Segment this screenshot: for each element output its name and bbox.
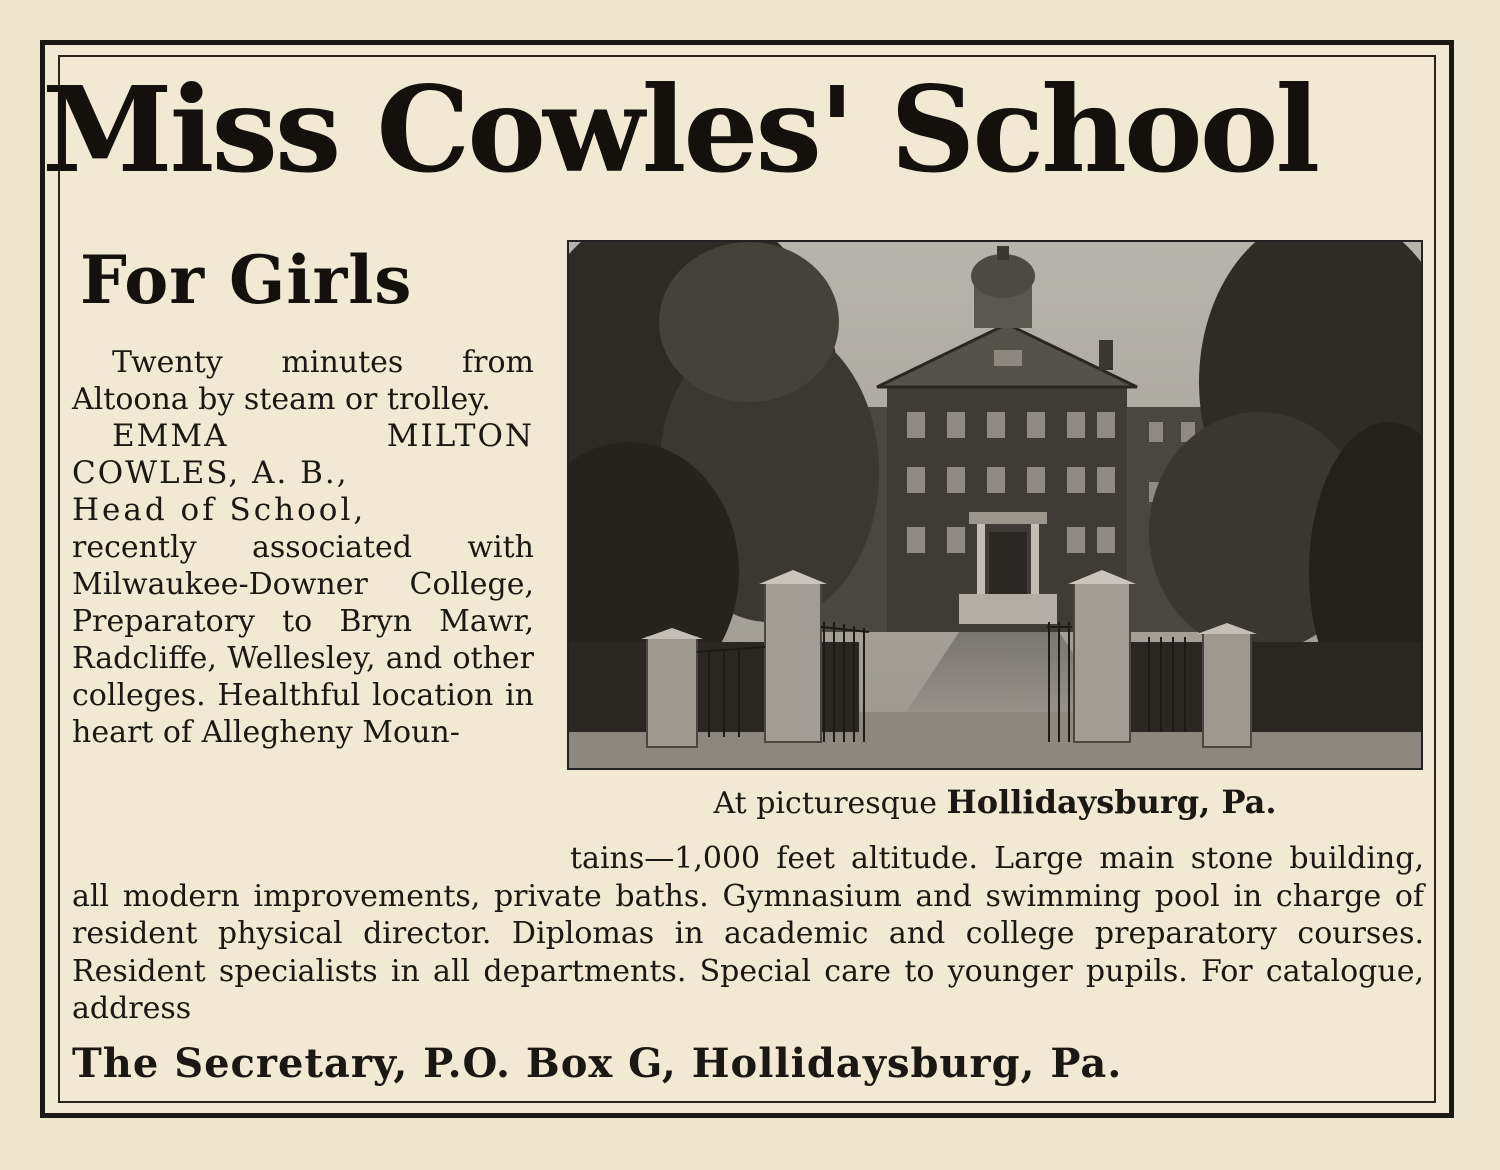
caption-place: Hollidaysburg, Pa. [946, 783, 1277, 821]
body-paragraph: tains—1,000 feet altitude. Large main stone building, all modern improvements, private baths. Gymnasium and swimming pool in charge of resident physical director. Diplomas in academic and college preparatory courses. Resident specialists in all departments. Special care to younger pupils. For catalogue, address [72, 841, 1424, 1026]
school-building-illustration [569, 242, 1421, 768]
ad-title: Miss Cowles' School [42, 60, 1318, 199]
school-building-photo [567, 240, 1423, 770]
head-of-school-title: Head of School, [72, 492, 367, 528]
photo-caption [570, 780, 1420, 826]
caption-prefix: At picturesque [713, 786, 937, 821]
head-of-school-name: EMMA MILTON COWLES, A. B., [72, 418, 534, 491]
intro-text: Twenty minutes from Altoona by steam or trolley. [72, 345, 534, 417]
left-column-description: recently associated with Milwaukee-Downer College, Preparatory to Bryn Mawr, Radcliffe, Wellesley, and other colleges. Healthful location in heart of Allegheny Moun- [72, 530, 534, 750]
contact-address: The Secretary, P.O. Box G, Hollidaysburg, Pa. [72, 1040, 1123, 1087]
ad-subtitle: For Girls [80, 241, 413, 319]
body-text [72, 840, 1424, 1028]
left-column-text [72, 344, 534, 751]
